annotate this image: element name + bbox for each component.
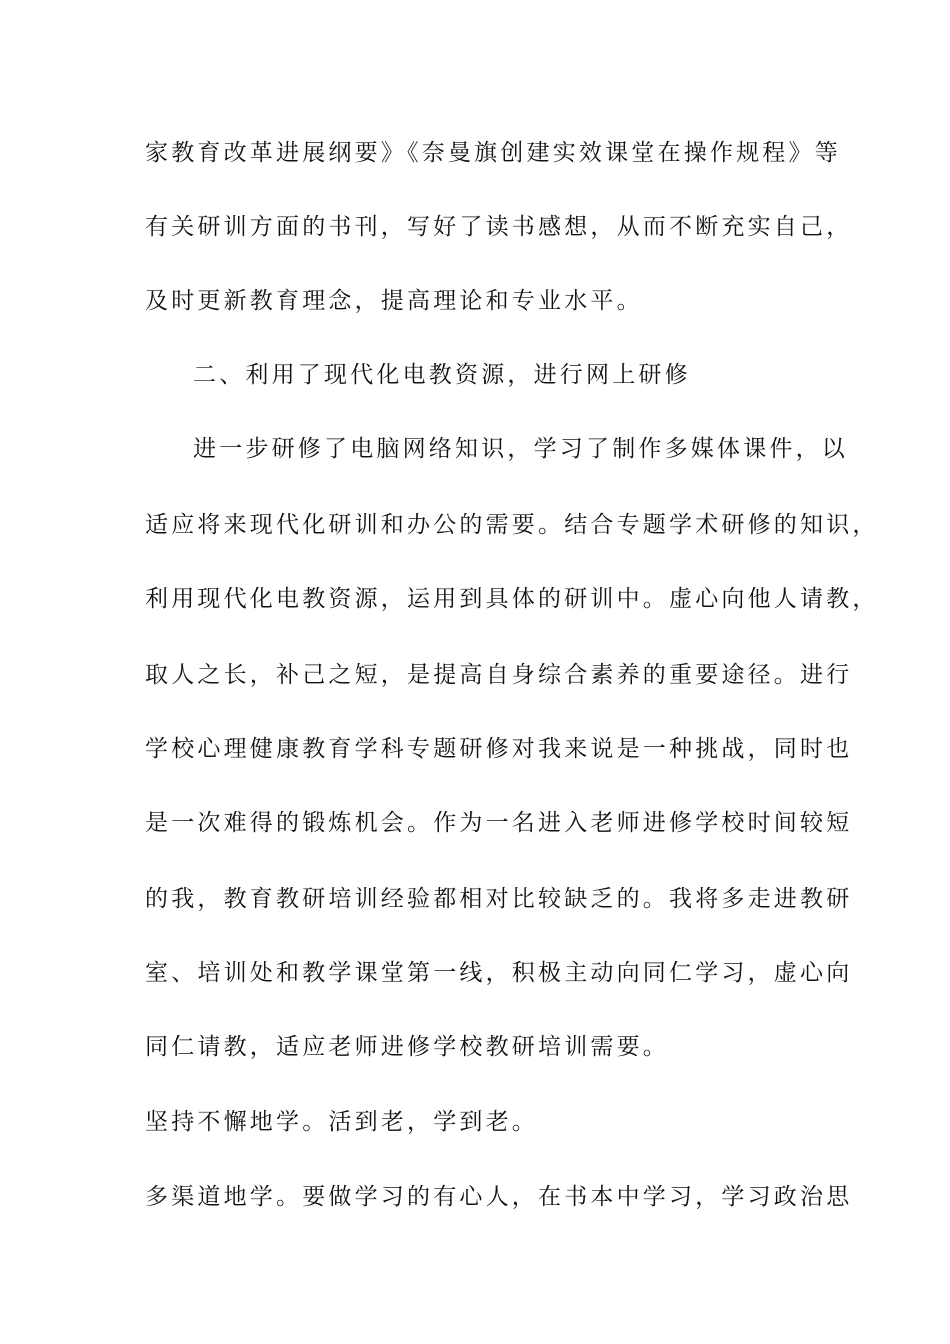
text-line-6: 适应将来现代化研训和办公的需要。结合专题学术研修的知识， (145, 512, 879, 538)
text-line-11: 的我，教育教研培训经验都相对比较缺乏的。我将多走进教研 (145, 886, 853, 912)
text-line-15: 多渠道地学。要做学习的有心人，在书本中学习，学习政治思 (145, 1184, 853, 1210)
text-line-2: 有关研训方面的书刊，写好了读书感想，从而不断充实自己， (145, 214, 853, 240)
text-line-14: 坚持不懈地学。活到老，学到老。 (145, 1109, 538, 1135)
text-line-7: 利用现代化电教资源，运用到具体的研训中。虚心向他人请教， (145, 586, 879, 612)
text-line-5: 进一步研修了电脑网络知识，学习了制作多媒体课件，以 (193, 436, 848, 462)
section-heading: 二、利用了现代化电教资源，进行网上研修 (193, 362, 691, 388)
text-line-8: 取人之长，补己之短，是提高自身综合素养的重要途径。进行 (145, 662, 853, 688)
text-line-10: 是一次难得的锻炼机会。作为一名进入老师进修学校时间较短 (145, 810, 853, 836)
text-line-12: 室、培训处和教学课堂第一线，积极主动向同仁学习，虚心向 (145, 960, 853, 986)
text-line-1: 家教育改革进展纲要》《奈曼旗创建实效课堂在操作规程》等 (145, 140, 841, 166)
text-line-13: 同仁请教，适应老师进修学校教研培训需要。 (145, 1034, 669, 1060)
text-line-3: 及时更新教育理念，提高理论和专业水平。 (145, 288, 643, 314)
text-line-9: 学校心理健康教育学科专题研修对我来说是一种挑战，同时也 (145, 736, 853, 762)
